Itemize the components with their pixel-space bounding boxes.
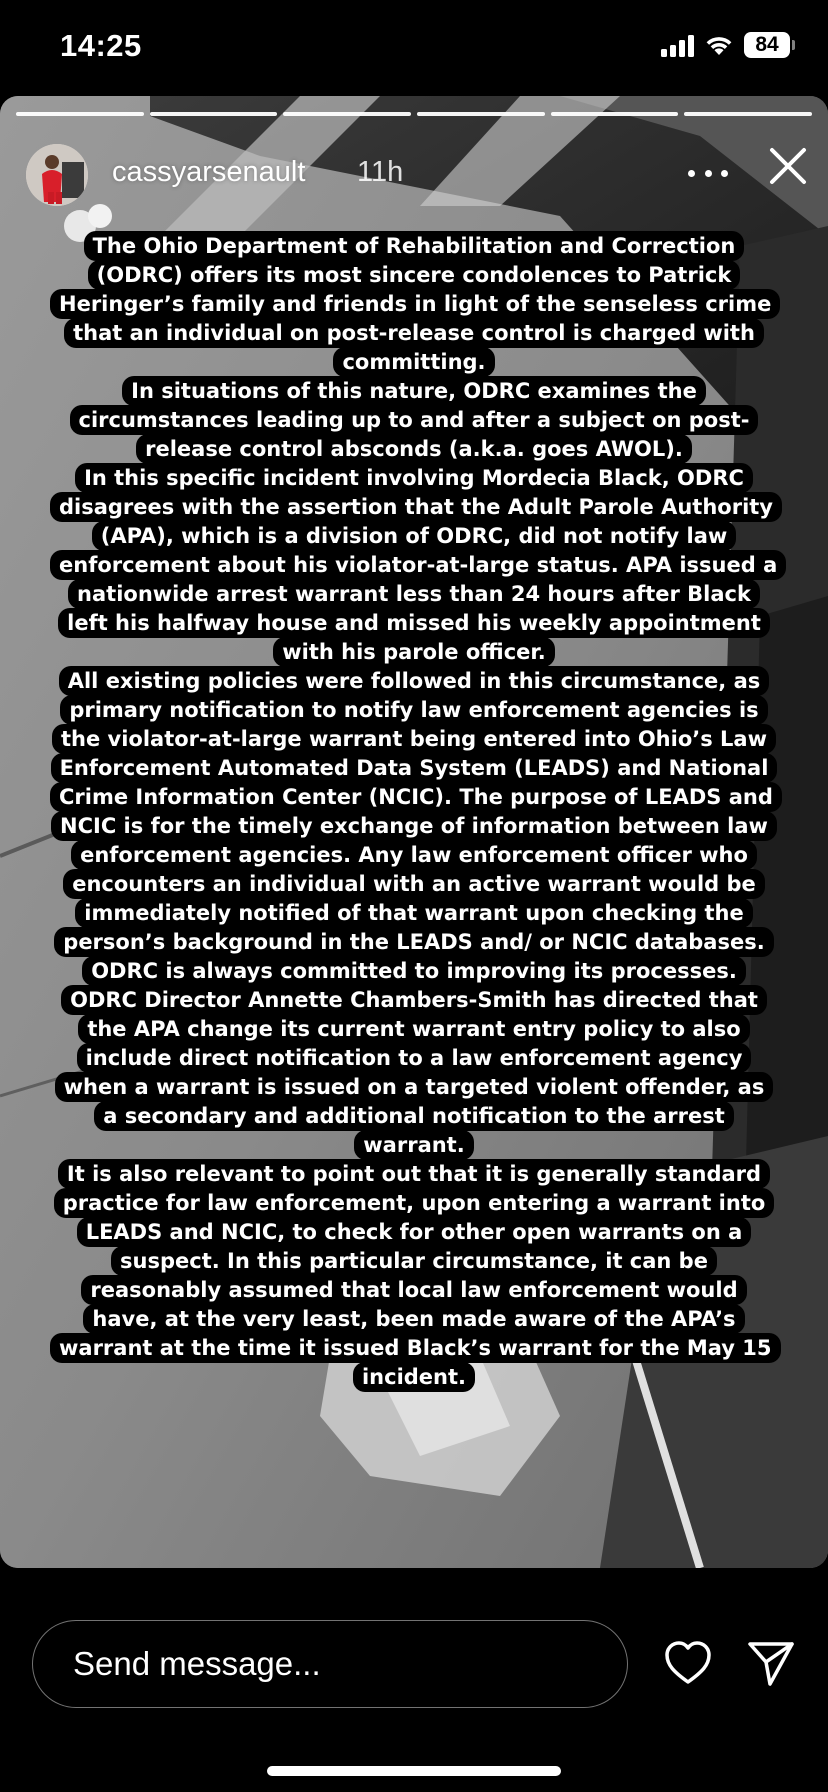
- progress-segment: [551, 112, 679, 116]
- wifi-icon: [704, 33, 734, 57]
- paragraph-text: The Ohio Department of Rehabilitation and Correction (ODRC) offers its most sincere condolences to Patrick Heringer’s family and friends in light of the senseless crime that an individual on post-release control is charged with committing.: [50, 231, 780, 377]
- heart-icon[interactable]: [664, 1640, 712, 1686]
- paragraph-text: ODRC is always committed to improving its processes. ODRC Director Annette Chambers-Smith has directed that the APA change its current warrant entry policy to also include direct notification to a law enforcement agency when a warrant is issued on a targeted violent offender, as a secondary and additional notification to the arrest warrant.: [55, 956, 774, 1160]
- close-icon[interactable]: [764, 142, 812, 190]
- story-viewer[interactable]: [0, 96, 828, 1568]
- battery-indicator: [744, 32, 790, 58]
- progress-segment: [684, 112, 812, 116]
- progress-segment: [150, 112, 278, 116]
- paragraph-text: In this specific incident involving Mordecia Black, ODRC disagrees with the assertion that the Adult Parole Authority (APA), which is a division of ODRC, did not notify law enforcement about his violator-at-large status. APA issued a nationwide arrest warrant less than 24 hours after Black left his halfway house and missed his weekly appointment with his parole officer.: [50, 463, 786, 667]
- battery-level: 84: [755, 33, 779, 56]
- cellular-signal-icon: [661, 33, 694, 57]
- story-text-overlay: [50, 232, 778, 1392]
- progress-segment: [16, 112, 144, 116]
- paragraph-text: It is also relevant to point out that it is generally standard practice for law enforcement, upon entering a warrant into LEADS and NCIC, to check for other open warrants on a suspect. In this particular circumstance, it can be reasonably assumed that local law enforcement would have, at the very least, been made aware of the APA’s warrant at the time it issued Black’s warrant for the May 15 incident.: [50, 1159, 781, 1392]
- story-timestamp: 11h: [357, 156, 404, 188]
- story-paragraph: [50, 1160, 778, 1392]
- send-icon[interactable]: [746, 1638, 796, 1688]
- status-bar: [0, 0, 828, 96]
- status-icons: [661, 32, 790, 58]
- home-indicator[interactable]: [267, 1766, 561, 1776]
- paragraph-text: All existing policies were followed in this circumstance, as primary notification to notify law enforcement agencies is the violator-at-large warrant being entered into Ohio’s Law Enforcement Automated Data System (LEADS) and National Crime Information Center (NCIC). The purpose of LEADS and NCIC is for the timely exchange of information between law enforcement agencies. Any law enforcement officer who encounters an individual with an active warrant would be immediately notified of that warrant upon checking the person’s background in the LEADS and/ or NCIC databases.: [50, 666, 782, 957]
- progress-segment: [283, 112, 411, 116]
- story-progress-bar: [16, 112, 812, 116]
- send-message-input[interactable]: [32, 1620, 628, 1708]
- avatar[interactable]: [26, 144, 88, 206]
- story-username[interactable]: cassyarsenault: [112, 156, 306, 188]
- story-paragraph: [50, 464, 778, 667]
- story-paragraph: [50, 377, 778, 464]
- story-paragraph: [50, 232, 778, 377]
- avatar-image: [26, 144, 88, 206]
- progress-segment: [417, 112, 545, 116]
- story-paragraph: [50, 667, 778, 957]
- story-paragraph: [50, 957, 778, 1160]
- status-time: 14:25: [60, 28, 142, 63]
- paragraph-text: In situations of this nature, ODRC examines the circumstances leading up to and after a subject on post-release control absconds (a.k.a. goes AWOL).: [70, 376, 759, 464]
- more-options-icon[interactable]: [688, 158, 728, 188]
